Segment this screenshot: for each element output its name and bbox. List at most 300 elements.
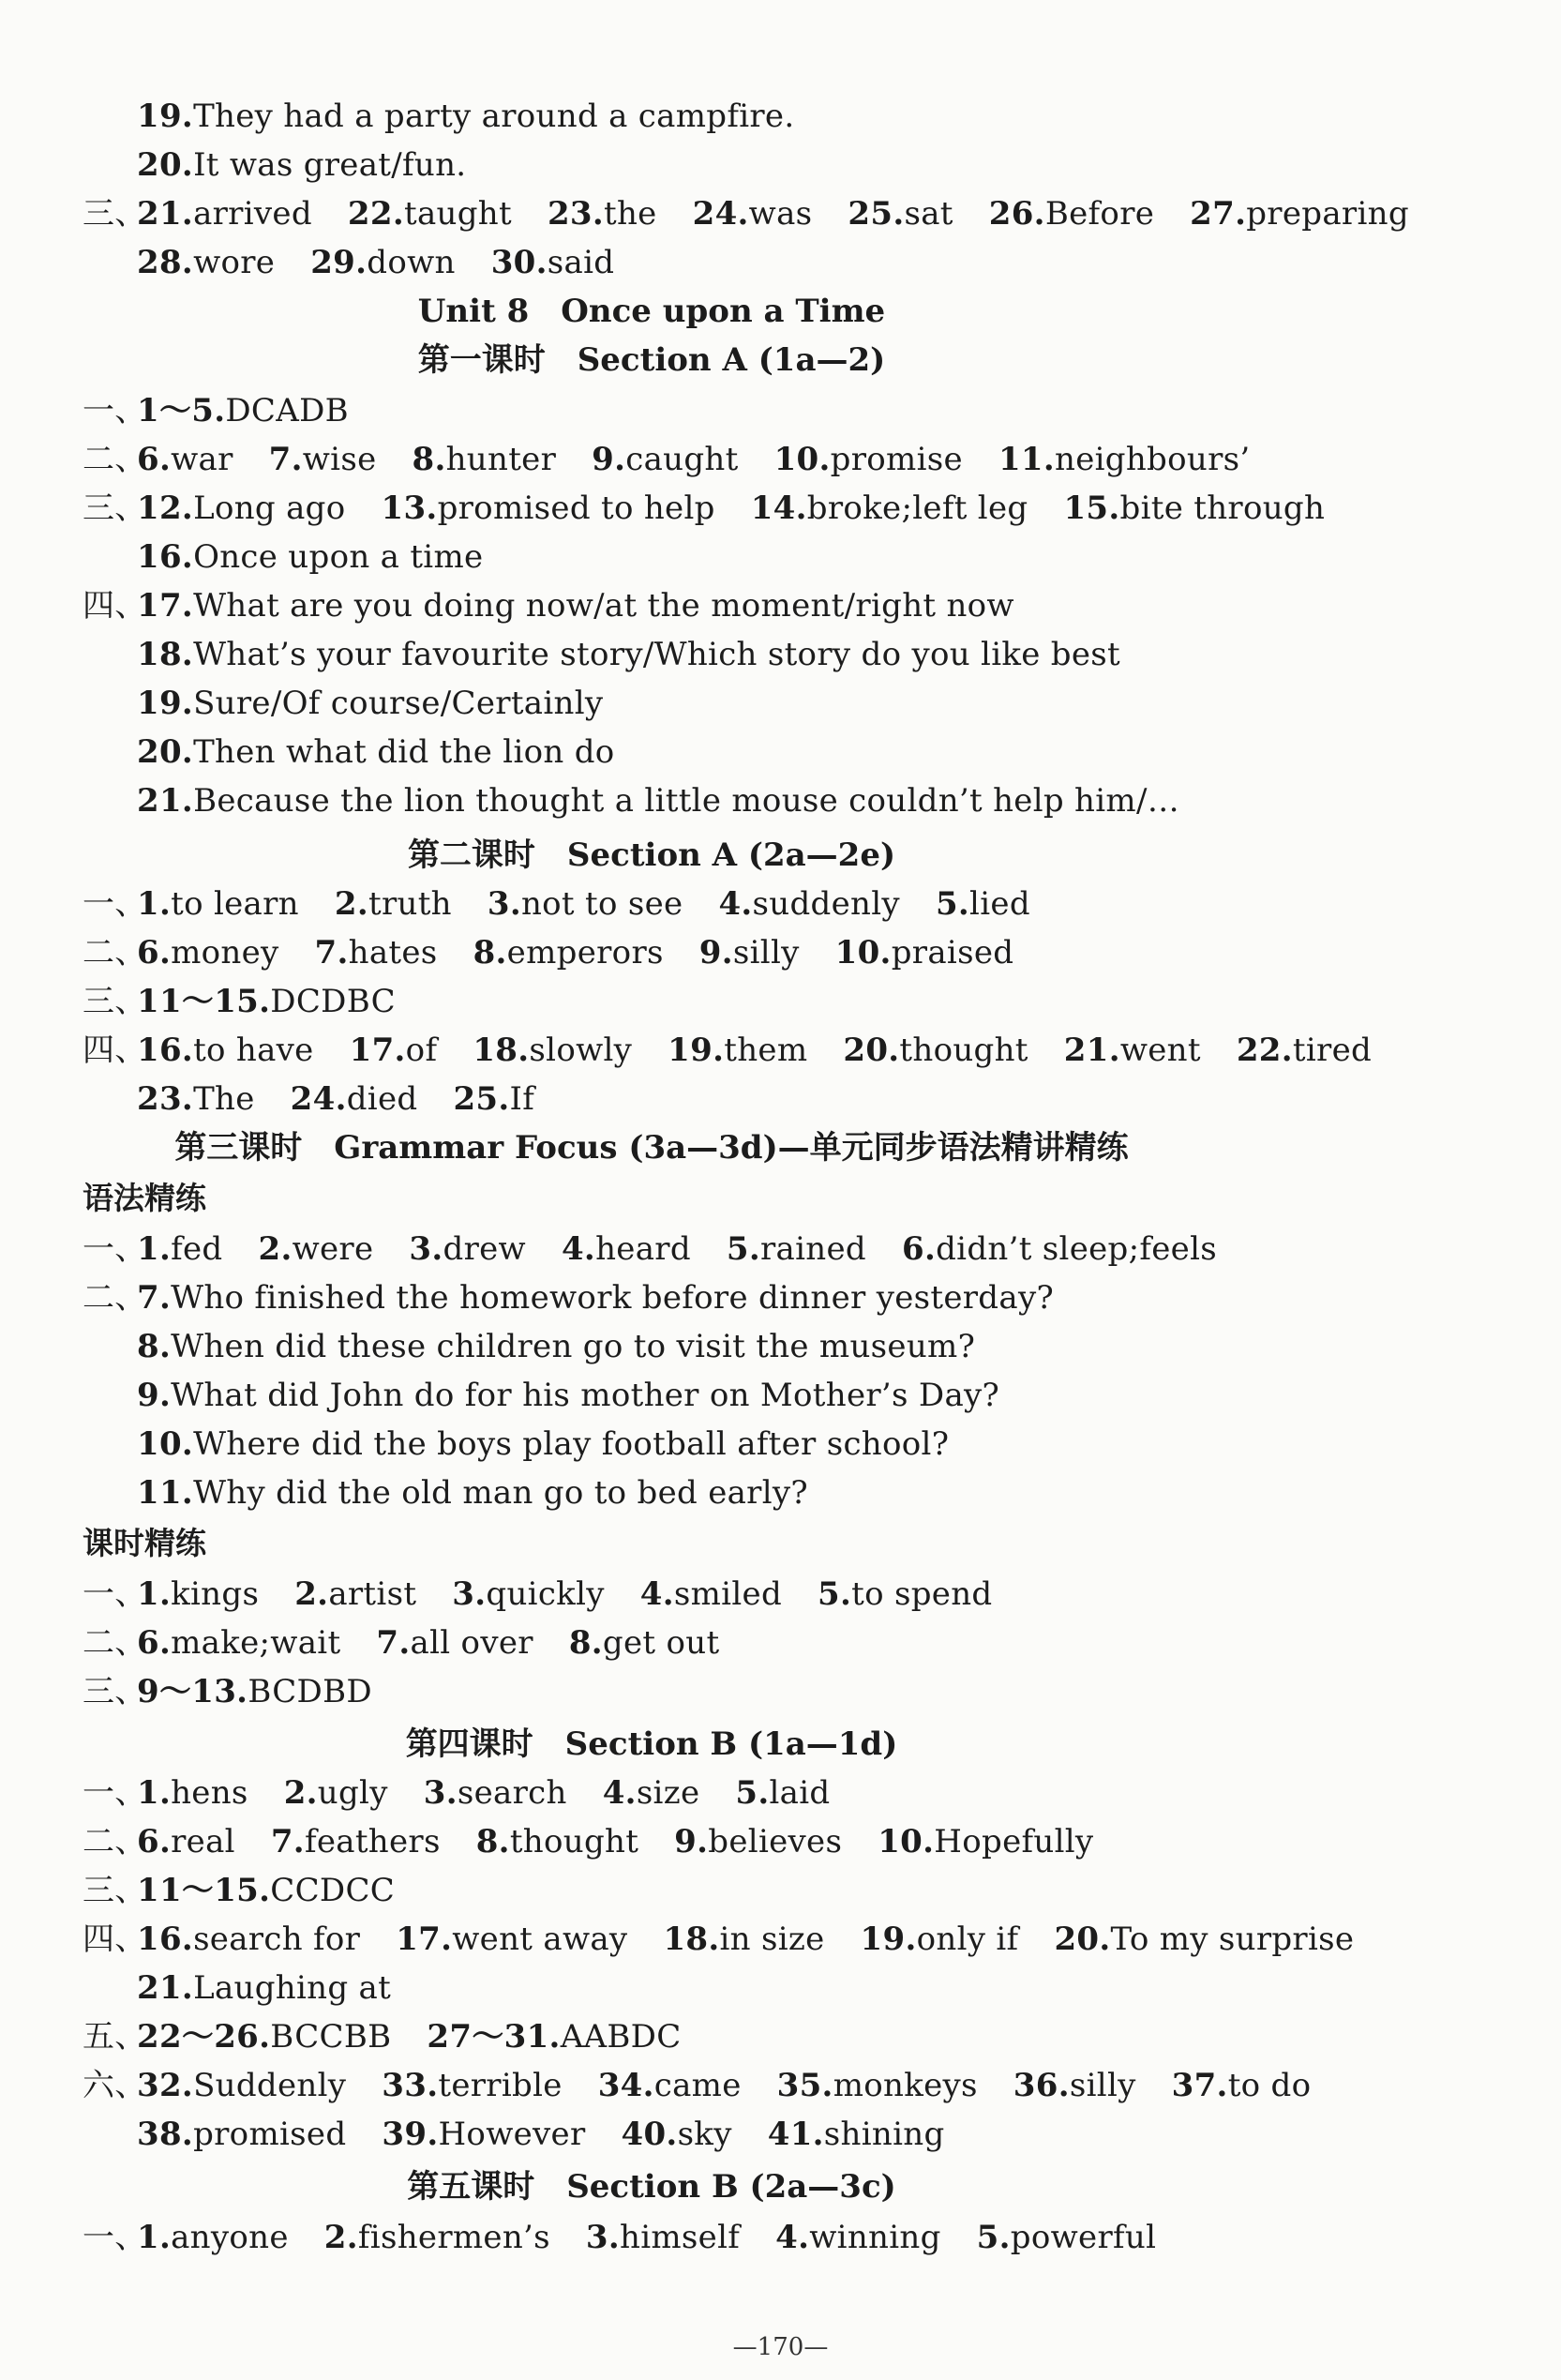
answer-text: promised to help [437,490,715,527]
answer-item [586,2213,740,2262]
answer-item [137,1866,395,1915]
answer-text: quickly [486,1575,605,1613]
answer-text: slowly [529,1032,633,1069]
answer-text: Hopefully [934,1823,1094,1860]
answer-line [137,1075,570,1123]
answer-number: 41. [767,2116,824,2153]
answer-text: were [292,1230,374,1268]
question-group-marker: 一、 [83,1774,147,1812]
answer-number: 3. [487,885,521,923]
answer-number: 34. [597,2067,654,2104]
answer-text: kings [171,1575,260,1613]
answer-text: bite through [1119,490,1326,527]
answer-line [137,2110,981,2159]
answer-number: 1. [137,2219,172,2256]
answer-item [622,2110,732,2159]
answer-text: laid [769,1774,831,1812]
answer-item [818,1570,992,1619]
answer-item [473,1026,632,1075]
answer-line [83,1817,1129,1866]
answer-text: rained [760,1230,866,1268]
answer-text: What are you doing now/at the moment/right now [193,587,1014,625]
answer-text: To my surprise [1110,1921,1355,1958]
answer-text: sat [904,195,953,233]
answer-line [83,581,1050,630]
answer-line [83,435,1286,484]
answer-text: wore [193,244,276,281]
answer-item [562,1225,691,1273]
answer-line [137,776,1215,825]
answer-item [137,1469,808,1517]
answer-number: 5. [976,2219,1011,2256]
answer-number: 13. [381,490,438,527]
answer-item [271,1817,441,1866]
answer-number: 17. [396,1921,453,1958]
answer-text: powerful [1010,2219,1157,2256]
answer-item [693,189,813,238]
answer-number: 8. [568,1624,603,1662]
answer-number: 18. [137,636,194,673]
answer-item [1172,2061,1312,2110]
answer-text: praised [891,934,1014,972]
answer-text: monkeys [833,2067,978,2104]
answer-item [592,435,738,484]
answer-text: to learn [171,885,299,923]
answer-number: 32. [137,2067,194,2104]
answer-item [137,435,233,484]
answer-text: Long ago [193,490,346,527]
answer-item [603,1769,700,1817]
answer-number: 9. [674,1823,709,1860]
answer-text: went away [452,1921,628,1958]
answer-text: sky [677,2116,732,2153]
answer-number: 7. [314,934,349,972]
answer-text: went [1119,1032,1201,1069]
answer-text: in size [719,1921,825,1958]
answer-item [137,728,615,776]
answer-item [453,1075,534,1123]
answer-number: 19. [137,98,194,135]
answer-text: real [171,1823,235,1860]
answer-number: 8. [475,1823,510,1860]
answer-number: 15. [1063,490,1120,527]
answer-item [258,1225,373,1273]
answer-number: 16. [137,1921,194,1958]
answer-line [137,1469,844,1517]
answer-item [396,1915,627,1964]
question-group-marker: 四、 [83,1032,147,1069]
answer-number: 30. [490,244,548,281]
answer-number: 1. [137,1774,172,1812]
answer-item [989,189,1154,238]
answer-text: truth [368,885,452,923]
answer-item [718,880,900,928]
answer-text: lied [969,885,1030,923]
answer-text: hunter [445,441,557,478]
answer-item [569,1619,720,1667]
answer-text: DCADB [225,392,349,429]
answer-item [137,581,1014,630]
answer-line [83,977,431,1026]
answer-line [137,1420,984,1469]
answer-number: 21. [1063,1032,1120,1069]
answer-number: 1. [137,1575,172,1613]
answer-item [382,2110,585,2159]
answer-number: 21. [137,1969,194,2007]
answer-item [878,1817,1093,1866]
answer-number: 36. [1013,2067,1070,2104]
answer-item [861,1915,1019,1964]
answer-number: 7. [376,1624,411,1662]
answer-text: neighbours’ [1055,441,1251,478]
answer-item [598,2061,742,2110]
answer-number: 4. [639,1575,674,1613]
answer-item [768,2110,945,2159]
answer-number: 37. [1171,2067,1228,2104]
answer-number: 10. [137,1425,194,1463]
answer-item [137,1817,235,1866]
answer-number: 2. [283,1774,318,1812]
answer-text: What’s your favourite story/Which story do you like best [193,636,1120,673]
question-group-marker: 二、 [83,1624,147,1662]
answer-number: 4. [775,2219,810,2256]
answer-line [83,928,1049,977]
answer-number: 2. [323,2219,358,2256]
answer-item [137,1619,340,1667]
answer-text: winning [809,2219,941,2256]
answer-text: himself [620,2219,741,2256]
answer-item [1237,1026,1372,1075]
answer-item [137,92,794,141]
answer-number: 7. [137,1279,172,1317]
answer-number: 3. [585,2219,620,2256]
answer-number: 5. [818,1575,852,1613]
answer-line [83,1769,865,1817]
question-group-marker: 三、 [83,1872,147,1909]
answer-item [137,679,603,728]
answer-item [668,1026,807,1075]
answer-text: caught [625,441,739,478]
answer-number: 8. [412,441,446,478]
question-group-marker: 二、 [83,934,147,972]
answer-item [137,1964,391,2012]
answer-item [775,2213,941,2262]
question-group-marker: 一、 [83,885,147,923]
answer-item [998,435,1251,484]
answer-text: preparing [1246,195,1409,233]
answer-text: Who finished the homework before dinner yesterday? [171,1279,1054,1317]
answer-item [137,1915,360,1964]
answer-text: search [457,1774,567,1812]
answer-number: 12. [137,490,194,527]
answer-number: 1. [137,1230,172,1268]
answer-number: 20. [1054,1921,1111,1958]
answer-item [137,1225,222,1273]
answer-item [727,1225,866,1273]
question-group-marker: 一、 [83,1575,147,1613]
question-group-marker: 三、 [83,195,147,233]
answer-item [137,1322,975,1371]
answer-text: Because the lion thought a little mouse couldn’t help him/… [193,782,1180,820]
answer-text: Suddenly [193,2067,347,2104]
answer-text: suddenly [752,885,900,923]
answer-item [843,1026,1028,1075]
answer-text: not to see [520,885,683,923]
answer-text: to do [1227,2067,1312,2104]
answer-line [83,1273,1089,1322]
answer-item [137,533,483,581]
answer-item [350,1026,438,1075]
answer-item [335,880,452,928]
answer-item [977,2213,1157,2262]
answer-number: 27. [1190,195,1247,233]
answer-item [640,1570,782,1619]
answer-text: Where did the boys play football after school? [193,1425,950,1463]
answer-text: shining [823,2116,945,2153]
answer-number: 14. [750,490,807,527]
answer-number: 24. [290,1080,347,1118]
answer-text: of [405,1032,438,1069]
answer-number: 27～31. [427,2018,561,2056]
answer-item [137,630,1120,679]
answer-number: 3. [423,1774,458,1812]
question-group-marker: 二、 [83,1279,147,1317]
answer-number: 8. [137,1328,172,1365]
section-heading: 第五课时 Section B (2a—3c) [407,2168,896,2206]
answer-text: taught [403,195,512,233]
answer-item [348,189,512,238]
question-group-marker: 六、 [83,2067,147,2104]
answer-number: 19. [137,685,194,722]
answer-item [848,189,953,238]
answer-line [83,1570,1028,1619]
answer-number: 38. [137,2116,194,2153]
answer-item [294,1570,416,1619]
answer-item [137,2110,346,2159]
answer-number: 25. [848,195,905,233]
answer-line [83,2061,1346,2110]
answer-text: drew [443,1230,526,1268]
answer-line [83,1667,408,1716]
answer-item [751,484,1028,533]
answer-number: 4. [718,885,753,923]
answer-number: 16. [137,538,194,576]
answer-number: 9～13. [137,1673,248,1710]
answer-text: It was great/fun. [193,146,467,184]
answer-number: 22. [1236,1032,1293,1069]
answer-number: 10. [878,1823,935,1860]
answer-number: 29. [310,244,368,281]
answer-item [137,977,396,1026]
sub-heading: 语法精练 [83,1180,206,1216]
answer-text: ugly [317,1774,388,1812]
answer-number: 24. [692,195,749,233]
answer-text: was [748,195,813,233]
answer-number: 5. [935,885,970,923]
answer-number: 5. [735,1774,770,1812]
answer-text: emperors [506,934,664,972]
answer-number: 7. [268,441,303,478]
answer-number: 6. [137,1624,172,1662]
answer-number: 16. [137,1032,194,1069]
answer-text: all over [410,1624,533,1662]
answer-text: to have [193,1032,314,1069]
answer-item [1054,1915,1354,1964]
answer-text: believes [708,1823,843,1860]
answer-item [284,1769,388,1817]
answer-item [452,1570,604,1619]
answer-item [674,1817,842,1866]
answer-item [376,1619,533,1667]
answer-text: Why did the old man go to bed early? [193,1474,808,1512]
answer-item [137,2061,346,2110]
answer-item [699,928,800,977]
answer-text: wise [302,441,377,478]
answer-number: 1. [137,885,172,923]
answer-number: 10. [773,441,831,478]
section-heading: 第三课时 Grammar Focus (3a—3d)—单元同步语法精讲精练 [174,1129,1129,1167]
section-heading: 第一课时 Section A (1a—2) [417,341,886,379]
answer-line [83,2012,717,2061]
answer-item [424,1769,567,1817]
answer-number: 4. [561,1230,596,1268]
answer-line [137,1322,1011,1371]
answer-text: BCCBB [270,2018,392,2056]
answer-text: down [367,244,456,281]
answer-item [310,238,456,287]
answer-text: hates [348,934,438,972]
answer-text: Once upon a time [193,538,484,576]
answer-item [137,776,1179,825]
answer-text: fishermen’s [357,2219,550,2256]
answer-text: thought [899,1032,1028,1069]
answer-line [137,141,502,189]
answer-item [835,928,1014,977]
answer-number: 18. [473,1032,530,1069]
answer-text: Sure/Of course/Certainly [193,685,604,722]
answer-item [137,880,299,928]
answer-item [1063,484,1325,533]
question-group-marker: 四、 [83,1921,147,1958]
answer-number: 9. [592,441,626,478]
answer-item [137,1026,314,1075]
answer-number: 20. [137,733,194,771]
answer-text: silly [1069,2067,1136,2104]
answer-text: When did these children go to visit the museum? [171,1328,976,1365]
answer-text: came [653,2067,742,2104]
answer-line [83,189,1445,238]
answer-number: 10. [834,934,892,972]
answer-item [735,1769,830,1817]
answer-line [137,533,518,581]
answer-item [137,1075,255,1123]
answer-number: 22. [347,195,404,233]
answer-number: 26. [988,195,1045,233]
answer-text: However [438,2116,586,2153]
question-group-marker: 五、 [83,2018,147,2056]
answer-line [83,1225,1253,1273]
answer-item [137,2213,289,2262]
answer-number: 1～5. [137,392,226,429]
answer-item [137,1420,949,1469]
answer-item [548,189,657,238]
answer-line [137,630,1156,679]
answer-line [83,1866,430,1915]
answer-item [476,1817,638,1866]
answer-item [324,2213,550,2262]
question-group-marker: 三、 [83,1673,147,1710]
answer-number: 19. [668,1032,725,1069]
answer-text: silly [732,934,800,972]
answer-text: tired [1292,1032,1373,1069]
page-footer [0,2333,1561,2361]
answer-number: 7. [270,1823,305,1860]
answer-text: hens [171,1774,248,1812]
answer-item [382,2061,562,2110]
answer-item [137,189,312,238]
sub-heading: 课时精练 [83,1525,206,1561]
answer-text: make;wait [171,1624,341,1662]
page-number: — 170 — [733,2333,829,2361]
answer-number: 5. [726,1230,760,1268]
answer-item [137,1570,259,1619]
answer-item [413,435,557,484]
answer-text: Laughing at [193,1969,392,2007]
answer-text: DCDBC [270,983,396,1020]
question-group-marker: 四、 [83,587,147,625]
answer-line [83,1619,755,1667]
answer-number: 11～15. [137,983,271,1020]
answer-item [137,141,466,189]
answer-text: didn’t sleep;feels [936,1230,1218,1268]
answer-number: 11. [998,441,1055,478]
answer-item [1064,1026,1201,1075]
answer-text: What did John do for his mother on Mother’s Day? [171,1377,1000,1414]
answer-number: 18. [663,1921,720,1958]
answer-line [137,728,651,776]
answer-number: 23. [547,195,605,233]
answer-text: feathers [304,1823,441,1860]
answer-line [137,1371,1035,1420]
answer-number: 2. [258,1230,293,1268]
answer-item [382,484,715,533]
answer-number: 35. [776,2067,833,2104]
answer-text: promise [830,441,963,478]
answer-text: They had a party around a campfire. [193,98,795,135]
question-group-marker: 一、 [83,1230,147,1268]
answer-text: The [193,1080,255,1118]
answer-item [902,1225,1217,1273]
answer-number: 6. [901,1230,937,1268]
answer-text: broke;left leg [806,490,1028,527]
answer-item [137,1371,999,1420]
section-heading: Unit 8 Once upon a Time [417,293,886,330]
answer-number: 39. [382,2116,439,2153]
answer-item [774,435,963,484]
answer-number: 21. [137,195,194,233]
answer-number: 6. [137,441,172,478]
question-group-marker: 三、 [83,490,147,527]
answer-line [137,92,830,141]
answer-item [409,1225,526,1273]
answer-text: If [509,1080,535,1118]
answer-line [137,679,638,728]
answer-item [137,1273,1054,1322]
question-group-marker: 一、 [83,2219,147,2256]
answer-text: the [604,195,657,233]
answer-item [1190,189,1409,238]
answer-line [83,386,384,435]
